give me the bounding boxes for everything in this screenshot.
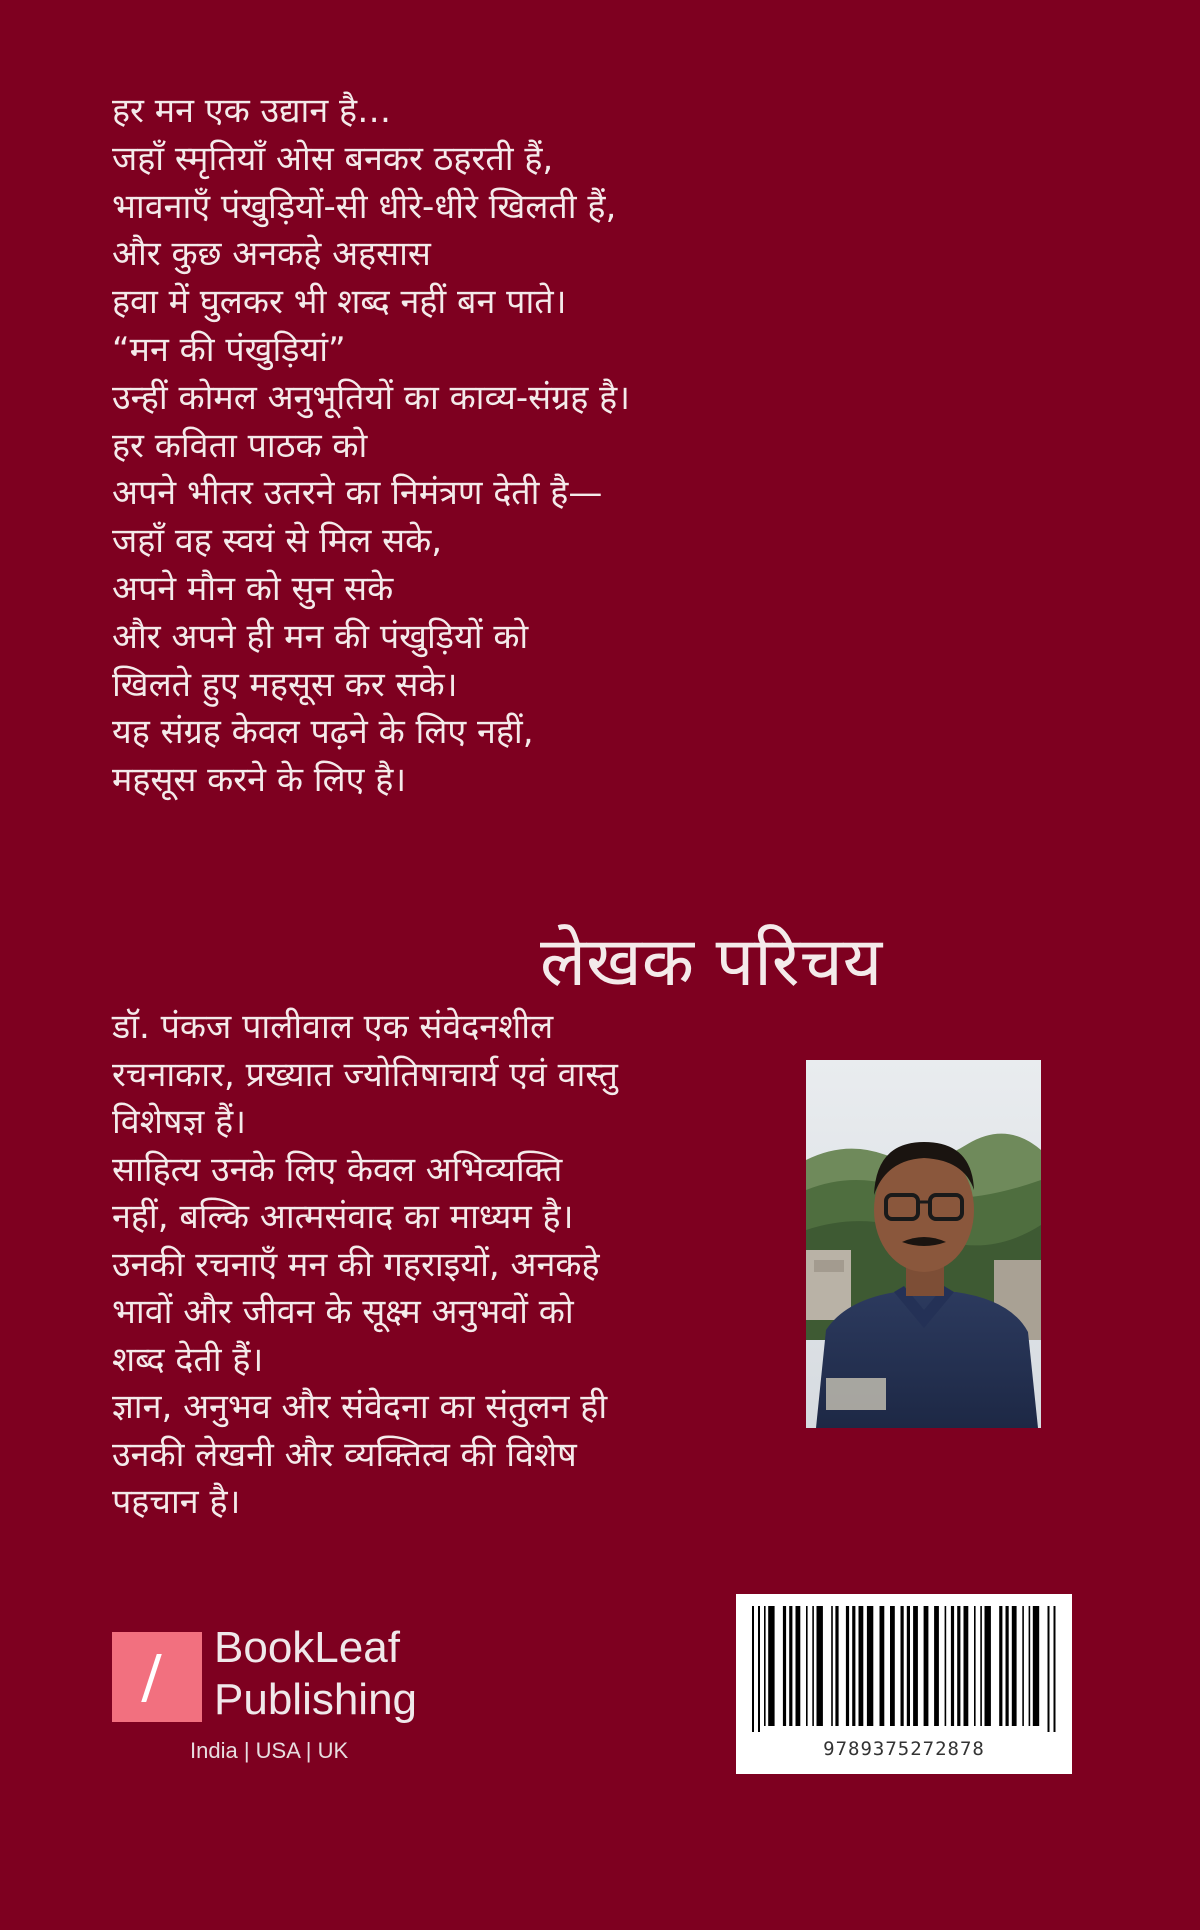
publisher-regions: India | USA | UK [190, 1738, 349, 1763]
barcode-bar [812, 1606, 814, 1726]
poem-line: यह संग्रह केवल पढ़ने के लिए नहीं, [112, 712, 534, 753]
barcode-bar [980, 1606, 982, 1726]
barcode-bar [806, 1606, 808, 1726]
bio-line: नहीं, बल्कि आत्मसंवाद का माध्यम है। [112, 1197, 574, 1237]
author-intro-heading: लेखक परिचय [540, 923, 883, 1002]
publisher-logo [112, 1623, 512, 1782]
bio-line: उनकी रचनाएँ मन की गहराइयों, अनकहे [112, 1244, 600, 1285]
barcode-bar [789, 1606, 792, 1726]
barcode-bar [1048, 1606, 1050, 1732]
barcode-bar [758, 1606, 760, 1732]
barcode-bar [945, 1606, 947, 1726]
bio-line: पहचान है। [112, 1482, 241, 1522]
isbn-number: 9789375272878 [823, 1738, 985, 1760]
poem-line: महसूस करने के लिए है। [112, 760, 407, 801]
bio-line: ज्ञान, अनुभव और संवेदना का संतुलन ही [112, 1387, 608, 1427]
barcode-bar [913, 1606, 918, 1726]
barcode-bar [1022, 1606, 1024, 1726]
barcode-bar [880, 1606, 885, 1726]
barcode-bar [890, 1606, 895, 1726]
poem-line: “मन की पंखुड़ियां” [112, 329, 346, 370]
barcode-bar [752, 1606, 754, 1732]
bio-line: उनकी लेखनी और व्यक्तित्व की विशेष [112, 1434, 577, 1475]
isbn-barcode [736, 1594, 1072, 1774]
author-photo [806, 1060, 1041, 1428]
poem-line: और कुछ अनकहे अहसास [112, 234, 431, 275]
publisher-name-line1: BookLeaf [214, 1623, 400, 1672]
barcode-bar [999, 1606, 1002, 1726]
publisher-mark-icon [112, 1632, 202, 1722]
barcode-bar [835, 1606, 838, 1726]
barcode-bar [974, 1606, 976, 1726]
barcode-bar [957, 1606, 960, 1726]
bio-line: साहित्य उनके लिए केवल अभिव्यक्ति [112, 1149, 563, 1190]
author-bio [112, 1004, 752, 1527]
poem-line: हर कविता पाठक को [112, 425, 368, 466]
barcode-bar [831, 1606, 833, 1726]
barcode-bar [934, 1606, 939, 1726]
publisher-name-line2: Publishing [214, 1675, 418, 1724]
barcode-bar [1006, 1606, 1009, 1726]
poem-line: अपने मौन को सुन सके [112, 568, 394, 609]
barcode-bars [736, 1594, 1072, 1736]
poem-line: जहाँ स्मृतियाँ ओस बनकर ठहरती हैं, [112, 138, 554, 179]
bio-line: भावों और जीवन के सूक्ष्म अनुभवों को [112, 1292, 574, 1332]
barcode-bar [964, 1606, 969, 1726]
barcode-bar [817, 1606, 823, 1726]
poem-line: भावनाएँ पंखुड़ियों-सी धीरे-धीरे खिलती हैं, [112, 186, 617, 227]
barcode-bar [852, 1606, 855, 1726]
barcode-bar [924, 1606, 929, 1726]
bio-line: शब्द देती हैं। [112, 1339, 264, 1380]
barcode-bar [846, 1606, 849, 1726]
barcode-bar [783, 1606, 786, 1726]
poem-line: उन्हीं कोमल अनुभूतियों का काव्य-संग्रह है। [112, 377, 631, 418]
poem-line: खिलते हुए महसूस कर सके। [112, 664, 458, 705]
bio-line: डॉ. पंकज पालीवाल एक संवेदनशील [112, 1007, 554, 1047]
barcode-bar [768, 1606, 774, 1726]
barcode-bar [1033, 1606, 1039, 1726]
poem-line: हर मन एक उद्यान है… [112, 91, 392, 131]
poem-line: और अपने ही मन की पंखुड़ियों को [112, 616, 529, 657]
poem-line: जहाँ वह स्वयं से मिल सके, [112, 521, 443, 562]
barcode-bar [951, 1606, 954, 1726]
barcode-bar [1029, 1606, 1031, 1726]
blurb-poem [112, 88, 812, 805]
barcode-bar [859, 1606, 864, 1726]
barcode-bar [985, 1606, 991, 1726]
poem-line: हवा में घुलकर भी शब्द नहीं बन पाते। [112, 282, 567, 323]
barcode-bar [764, 1606, 766, 1726]
barcode-bar [796, 1606, 801, 1726]
bio-line: विशेषज्ञ हैं। [112, 1102, 247, 1142]
barcode-bar [867, 1606, 873, 1726]
barcode-bar [1012, 1606, 1017, 1726]
poem-line: अपने भीतर उतरने का निमंत्रण देती है— [112, 473, 603, 514]
barcode-bar [1054, 1606, 1056, 1732]
barcode-bar [907, 1606, 910, 1726]
bio-line: रचनाकार, प्रख्यात ज्योतिषाचार्य एवं वास्तु [112, 1054, 618, 1095]
barcode-bar [901, 1606, 904, 1726]
publisher-name [214, 1622, 417, 1726]
